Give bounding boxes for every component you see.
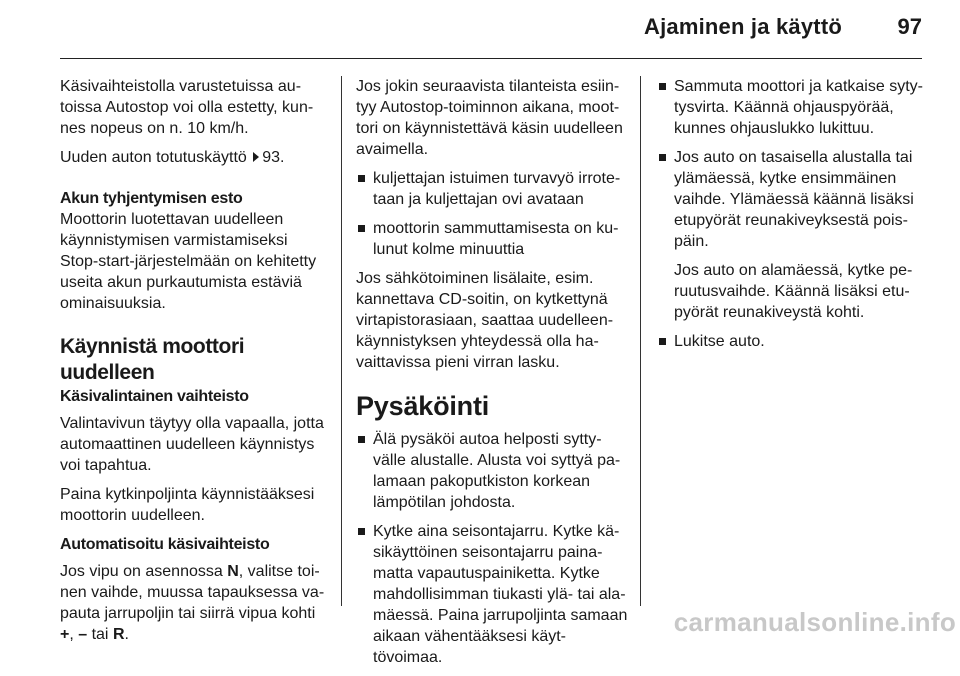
paragraph: Paina kytkinpoljinta käynnistääksesi moottorin uudelleen. <box>60 486 315 524</box>
chapter-title: Ajaminen ja käyttö <box>644 14 842 39</box>
heading-restart: Käynnistä moottori uudelleen <box>60 335 245 384</box>
column-1 <box>60 76 328 653</box>
text: , valitse toinen vaihde, muussa tapauksessa vapauta jarrupoljin tai siirrä vipua kohti <box>60 563 325 622</box>
list-item: moottorin sammuttamisesta on kulunut kolme minuuttia <box>356 218 628 260</box>
page-reference-arrow-icon <box>253 152 259 162</box>
paragraph-reference <box>60 147 328 168</box>
gear-minus: – <box>78 626 88 643</box>
column-3 <box>657 76 925 360</box>
reference-page-link[interactable]: 93. <box>262 149 285 166</box>
paragraph: Käsivaihteistolla varustetuissa autoissa Autostop voi olla estetty, kunnes nopeus on n. 10 km/h. <box>60 78 314 137</box>
page-number: 97 <box>897 14 922 39</box>
text: tai <box>87 626 113 643</box>
list-item: kuljettajan istuimen turvavyö irrotetaan ja kuljettajan ovi avataan <box>356 168 628 210</box>
paragraph: Jos jokin seuraavista tilanteista esiintyy Autostop-toiminnon aikana, moottori on käynnistettävä käsin uudelleen avaimella. <box>356 78 623 158</box>
list-item: Sammuta moottori ja katkaise sytytysvirta. Käännä ohjauspyörää, kunnes ohjauslukko lukittuu. <box>657 76 925 139</box>
list-item-continuation: Jos auto on alamäessä, kytke peruutusvaihde. Käännä lisäksi etupyörät reunakiveystä kohti. <box>674 262 913 321</box>
watermark: carmanualsonline.info <box>673 607 956 637</box>
list-item: Kytke aina seisontajarru. Kytke käsikäyttöinen seisontajarru painamatta vapautuspainiketta. Kytke mahdollisimman tiukasti ylä- tai alamäessä. Paina jarrupoljinta samaan aikaan vähentääksesi käyttövoimaa. <box>356 521 628 668</box>
paragraph: Moottorin luotettavan uudelleen käynnistymisen varmistamiseksi Stop-start-järjestelmään on kehitetty useita akun purkautumista estäviä ominaisuuksia. <box>60 211 317 312</box>
subheading-automated: Automatisoitu käsivaihteisto <box>60 536 270 553</box>
reference-text: Uuden auton totutuskäyttö <box>60 149 247 166</box>
text: , <box>69 626 79 643</box>
text: Jos vipu on asennossa <box>60 563 228 580</box>
text: . <box>124 626 129 643</box>
paragraph: Valintavivun täytyy olla vapaalla, jotta automaattinen uudelleen käynnistys voi tapahtua. <box>60 415 324 474</box>
subheading-battery: Akun tyhjentymisen esto <box>60 190 243 207</box>
paragraph-automated <box>60 561 328 645</box>
subheading-manual: Käsivalintainen vaihteisto <box>60 388 249 405</box>
header-rule <box>60 58 922 59</box>
list-item: Älä pysäköi autoa helposti syttyvälle alustalle. Alusta voi syttyä palamaan pakoputkiston korkean lämpötilan johdosta. <box>356 429 628 513</box>
list-item: Jos auto on tasaisella alustalla tai ylämäessä, kytke ensimmäinen vaihde. Ylämäessä käännä lisäksi etupyörät reunakiveyksestä poispäin. <box>657 147 925 252</box>
column-divider-2 <box>640 76 641 606</box>
page-header <box>0 0 960 52</box>
heading-parking: Pysäköinti <box>356 391 490 421</box>
column-divider-1 <box>341 76 342 606</box>
list-item: Lukitse auto. <box>657 331 925 352</box>
gear-plus: + <box>60 626 70 643</box>
column-2 <box>356 76 628 676</box>
gear-n: N <box>227 563 239 580</box>
gear-r: R <box>112 626 125 643</box>
paragraph: Jos sähkötoiminen lisälaite, esim. kannettava CD-soitin, on kytkettynä virtapistorasiaan, saattaa uudelleenkäynnistyksen yhteydessä olla havaittavissa pieni virran lasku. <box>356 270 614 371</box>
